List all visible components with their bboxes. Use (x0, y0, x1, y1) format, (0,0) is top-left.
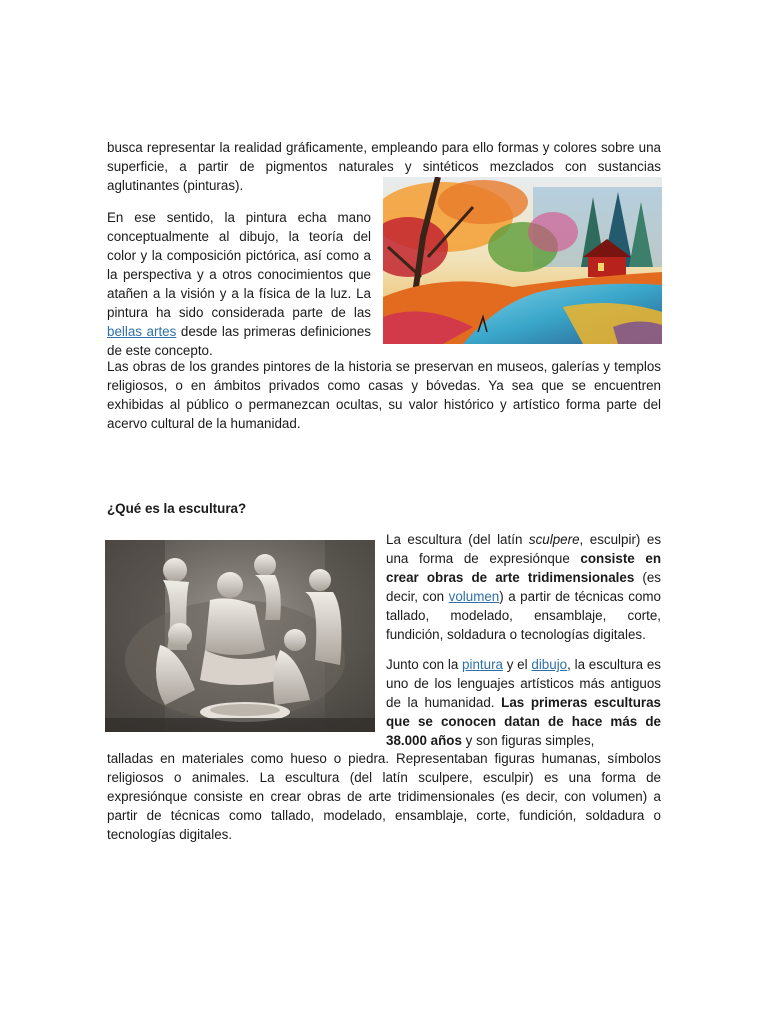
paragraph-escultura-historia (386, 655, 661, 750)
text-line: a la perspectiva y a otros conocimientos (107, 248, 371, 282)
text-line: conceptualmente al dibujo, la teoría del (107, 229, 371, 244)
text-line: desde las (176, 324, 240, 339)
text-segment: ) a partir de técnicas como tallado, modelado, ensamblaje, corte, fundición, soldadura o tecnologías digitales. (386, 589, 661, 642)
text-segment: y son figuras simples, (461, 733, 595, 748)
paragraph-escultura-definicion (386, 530, 661, 644)
paragraph-pintura-intro: busca representar la realidad gráficamente, empleando para ello formas y colores sobre una superficie, a partir de pigmentos naturales y sintéticos mezclados con sustancias aglutinantes (pinturas). (107, 140, 661, 193)
text-line: parte de las (292, 305, 371, 320)
text-line: luz. La pintura ha sido considerada (107, 286, 371, 320)
bold-text: consiste en crear obras de arte tridimensionales (386, 551, 661, 585)
dibujo-link[interactable]: dibujo (531, 657, 568, 672)
text-segment: (es decir, con (386, 570, 661, 604)
italic-term: sculpere (528, 532, 580, 547)
bellas-artes-link[interactable]: bellas artes (107, 324, 177, 339)
text-segment: La escultura (del latín (386, 532, 529, 547)
text-segment: , esculpir) es una forma de expresiónque (386, 532, 662, 566)
text-line: color y la composición pictórica, así como (107, 248, 359, 263)
paragraph-pintura-obras: Las obras de los grandes pintores de la historia se preservan en museos, galerías y templos religiosos, o en ámbitos privados como casas y bóvedas. Ya sea que se encuentren exhibidas al público o permanezcan ocultas, su valor histórico y artístico forma parte del acervo cultural de la humanidad. (107, 359, 661, 431)
text-line: que atañen a la visión y a la física de la (107, 267, 371, 301)
bold-text: Las primeras esculturas que se conocen datan de hace más de 38.000 años (386, 695, 661, 748)
pintura-link[interactable]: pintura (462, 657, 503, 672)
section-heading-escultura: ¿Qué es la escultura? (107, 501, 247, 516)
text-line: En ese sentido, la pintura echa mano (107, 210, 371, 225)
paragraph-pintura-sentido (107, 208, 371, 360)
volumen-link[interactable]: volumen (448, 589, 500, 604)
text-segment: y el (502, 657, 532, 672)
landscape-painting-image (383, 177, 662, 344)
text-segment: , la escultura es uno de los lenguajes artísticos más antiguos de la humanidad. (386, 657, 662, 710)
text-segment: Junto con la (386, 657, 463, 672)
paragraph-escultura-materiales: talladas en materiales como hueso o piedra. Representaban figuras humanas, símbolos religiosos o animales. La escultura (del latín sculpere, esculpir) es una forma de expresiónque consiste en crear obras de arte tridimensionales (es decir, con volumen) a partir de técnicas como tallado, modelado, ensamblaje, corte, fundición, soldadura o tecnologías digitales. (107, 751, 661, 842)
text-line: primeras definiciones de este concepto. (107, 324, 371, 358)
sculpture-image (105, 540, 375, 732)
